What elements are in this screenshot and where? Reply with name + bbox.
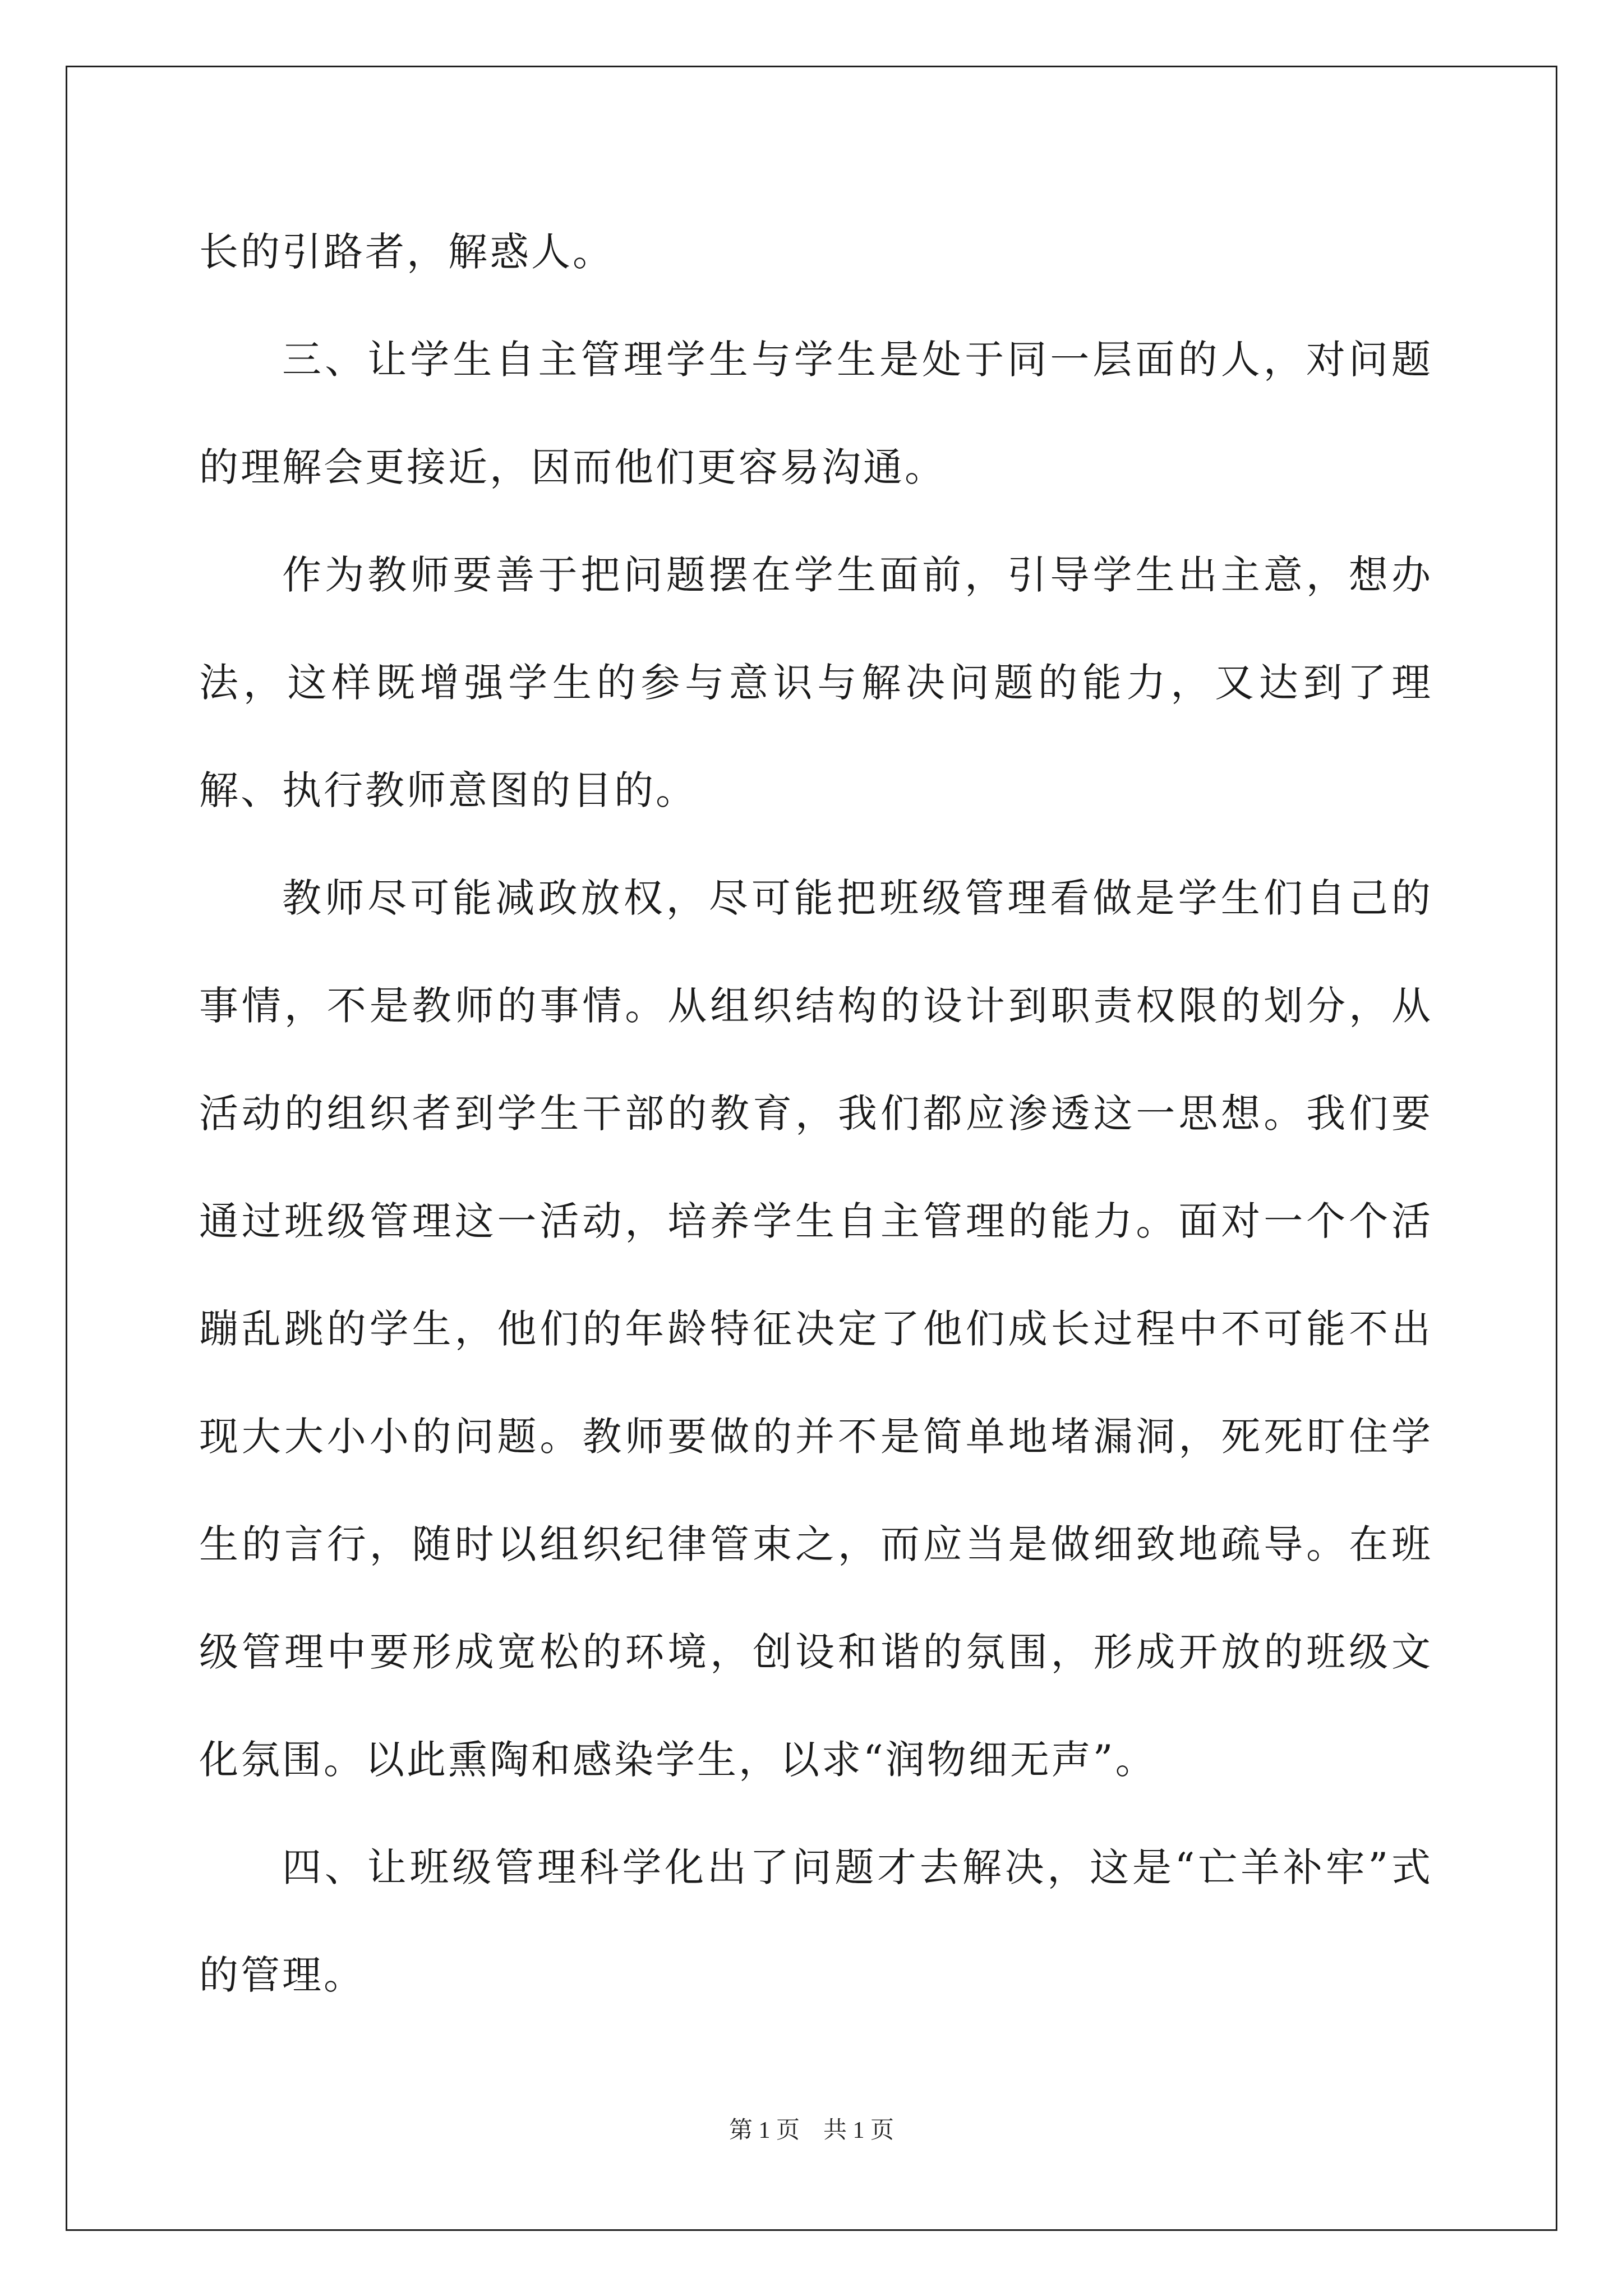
paragraph-1: 长的引路者，解惑人。: [199, 229, 614, 275]
document-body: [199, 198, 1433, 2029]
paragraph-2: 三、让学生自主管理学生与学生是处于同一层面的人，对问题的理解会更接近，因而他们更容易沟通。: [199, 337, 1433, 490]
paragraph-5: 四、让班级管理科学化出了问题才去解决，这是“亡羊补牢”式的管理。: [199, 1844, 1433, 1998]
paragraph-4: 教师尽可能减政放权，尽可能把班级管理看做是学生们自己的事情，不是教师的事情。从组织结构的设计到职责权限的划分，从活动的组织者到学生干部的教育，我们都应渗透这一思想。我们要通过班级管理这一活动，培养学生自主管理的能力。面对一个个活蹦乱跳的学生，他们的年龄特征决定了他们成长过程中不可能不出现大大小小的问题。教师要做的并不是简单地堵漏洞，死死盯住学生的言行，随时以组织纪律管束之，而应当是做细致地疏导。在班级管理中要形成宽松的环境，创设和谐的氛围，形成开放的班级文化氛围。以此熏陶和感染学生，以求“润物细无声”。: [199, 875, 1433, 1783]
paragraph-3: 作为教师要善于把问题摆在学生面前，引导学生出主意，想办法，这样既增强学生的参与意识与解决问题的能力，又达到了理解、执行教师意图的目的。: [199, 552, 1433, 813]
page-footer: 第 1 页 共 1 页: [728, 2118, 894, 2143]
